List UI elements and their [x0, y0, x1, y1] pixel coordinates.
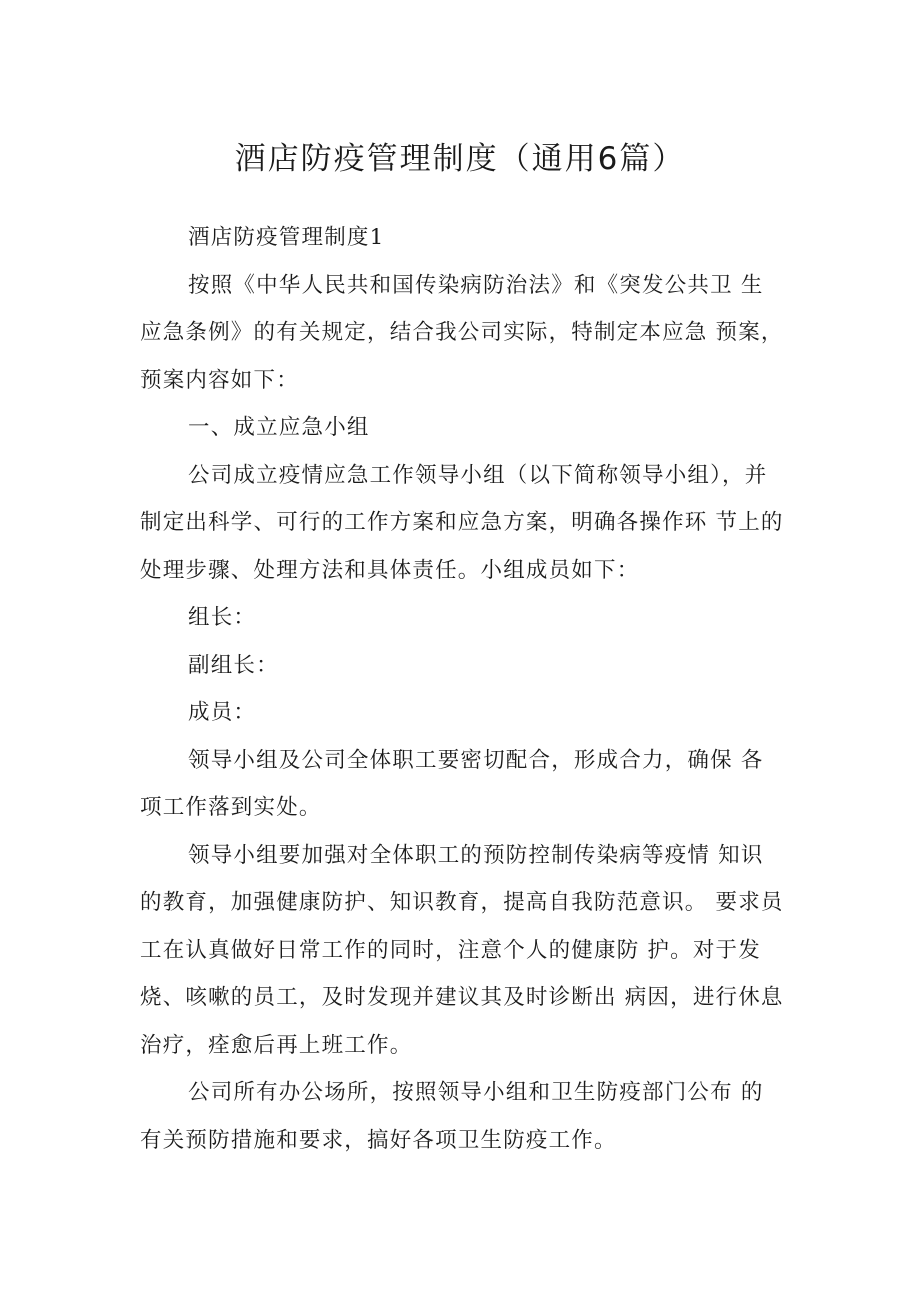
- section-subheading: 一、成立应急小组: [188, 415, 370, 440]
- paragraph-cooperation: 领导小组及公司全体职工要密切配合，形成合力，确保 各项工作落到实处。: [140, 747, 764, 820]
- page-title: 酒店防疫管理制度（通用6篇）: [234, 140, 686, 177]
- member-leader: 组长：: [188, 605, 257, 630]
- member-deputy-leader: 副组长：: [188, 652, 279, 678]
- paragraph-office-hygiene: 公司所有办公场所，按照领导小组和卫生防疫部门公布 的有关预防措施和要求，搞好各项卫生防疫工作。: [140, 1080, 764, 1153]
- member-members: 成员：: [188, 700, 257, 725]
- section-heading: 酒店防疫管理制度1: [188, 225, 385, 250]
- document-body: [140, 214, 785, 1164]
- paragraph-education: 领导小组要加强对全体职工的预防控制传染病等疫情 知识的教育，加强健康防护、知识教育，提高自我防范意识。 要求员工在认真做好日常工作的同时，注意个人的健康防 护。对于发烧、咳嗽的员工，及时发现并建议其及时诊断出 病因，进行休息治疗，痊愈后再上班工作。: [140, 842, 784, 1058]
- paragraph-intro: 按照《中华人民共和国传染病防治法》和《突发公共卫 生应急条例》的有关规定，结合我公司实际，特制定本应急 预案，预案内容如下：: [140, 272, 784, 393]
- paragraph-group-setup: 公司成立疫情应急工作领导小组（以下简称领导小组），并制定出科学、可行的工作方案和应急方案，明确各操作环 节上的处理步骤、处理方法和具体责任。小组成员如下：: [140, 462, 784, 583]
